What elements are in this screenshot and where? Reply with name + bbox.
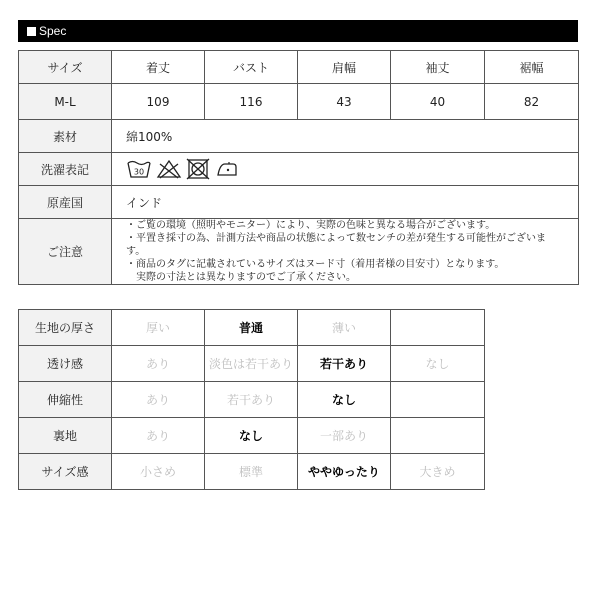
feel-option: 一部あり	[298, 418, 391, 454]
origin-label: 原産国	[19, 186, 112, 219]
measurement-value: 109	[112, 84, 205, 120]
feel-option: 大きめ	[391, 454, 485, 490]
feel-option: 若干あり	[205, 382, 298, 418]
column-header: 着丈	[112, 51, 205, 84]
note-line: 実際の寸法とは異なりますのでご了承ください。	[126, 272, 356, 283]
feel-option: 標準	[205, 454, 298, 490]
wash-30-icon	[126, 158, 152, 180]
measurement-value: 43	[298, 84, 391, 120]
origin-row	[19, 186, 579, 219]
feel-option: 小さめ	[112, 454, 205, 490]
feel-option-selected: なし	[298, 382, 391, 418]
feel-option	[391, 382, 485, 418]
size-label: サイズ	[19, 51, 112, 84]
measurement-value: 116	[205, 84, 298, 120]
feel-option: あり	[112, 346, 205, 382]
notes-text	[112, 219, 579, 285]
size-header-row	[19, 51, 579, 84]
feel-row	[19, 346, 485, 382]
material-label: 素材	[19, 120, 112, 153]
no-bleach-icon	[156, 158, 182, 180]
feel-option-selected: ややゆったり	[298, 454, 391, 490]
material-row	[19, 120, 579, 153]
column-header: 裾幅	[485, 51, 579, 84]
spec-title: Spec	[39, 24, 67, 38]
no-tumble-dry-icon	[186, 158, 210, 180]
feel-row	[19, 310, 485, 346]
column-header: 袖丈	[391, 51, 485, 84]
fabric-feel-table	[18, 309, 485, 490]
column-header: バスト	[205, 51, 298, 84]
measurement-value: 40	[391, 84, 485, 120]
feel-option-selected: 若干あり	[298, 346, 391, 382]
note-line: ・平置き採寸の為、計測方法や商品の状態によって数センチの差が発生する可能性がございま	[126, 233, 546, 244]
spec-header-bar	[18, 20, 578, 42]
feel-option: あり	[112, 382, 205, 418]
wash-icons	[112, 153, 579, 186]
origin-value: インド	[112, 186, 579, 219]
wash-row	[19, 153, 579, 186]
feel-row-label: 裏地	[19, 418, 112, 454]
feel-option: あり	[112, 418, 205, 454]
measurement-value: 82	[485, 84, 579, 120]
size-value: M-L	[19, 84, 112, 120]
wash-temp: 30	[133, 167, 145, 177]
feel-row	[19, 454, 485, 490]
feel-option: 淡色は若干あり	[205, 346, 298, 382]
feel-row-label: 透け感	[19, 346, 112, 382]
feel-row-label: サイズ感	[19, 454, 112, 490]
feel-option-selected: 普通	[205, 310, 298, 346]
feel-row	[19, 418, 485, 454]
notes-label: ご注意	[19, 219, 112, 285]
note-line: す。	[126, 246, 146, 257]
note-line: ・商品のタグに記載されているサイズはヌード寸（着用者様の目安寸）となります。	[126, 259, 505, 270]
spec-table	[18, 50, 579, 285]
column-header: 肩幅	[298, 51, 391, 84]
feel-row	[19, 382, 485, 418]
iron-low-icon	[214, 158, 240, 180]
feel-option: なし	[391, 346, 485, 382]
feel-option: 厚い	[112, 310, 205, 346]
size-value-row	[19, 84, 579, 120]
feel-row-label: 伸縮性	[19, 382, 112, 418]
material-value: 綿100%	[112, 120, 579, 153]
feel-row-label: 生地の厚さ	[19, 310, 112, 346]
square-bullet-icon	[27, 27, 36, 36]
feel-option: 薄い	[298, 310, 391, 346]
feel-option-selected: なし	[205, 418, 298, 454]
note-line: ・ご覧の環境（照明やモニター）により、実際の色味と異なる場合がございます。	[126, 220, 496, 231]
feel-option	[391, 418, 485, 454]
wash-label: 洗濯表記	[19, 153, 112, 186]
feel-option	[391, 310, 485, 346]
notes-row	[19, 219, 579, 285]
